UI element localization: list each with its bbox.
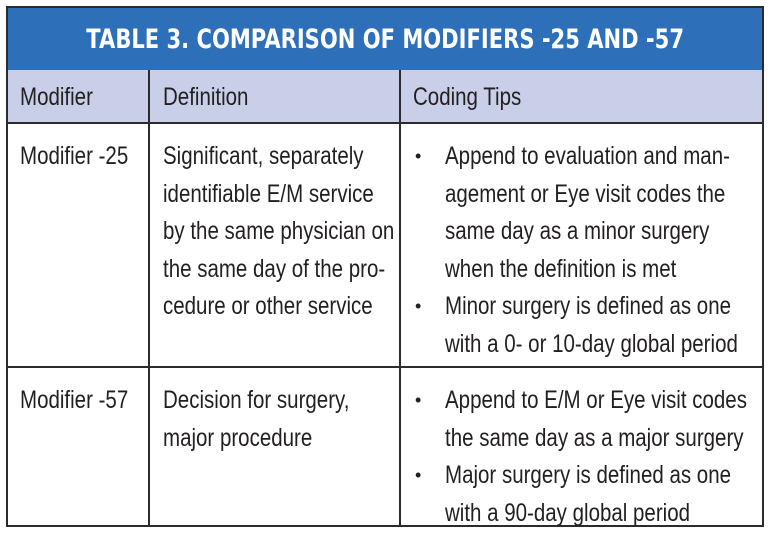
cell-modifier: [8, 368, 150, 527]
cell-definition: [150, 124, 401, 366]
tip-text: [445, 288, 738, 363]
header-modifier: Modifier: [20, 83, 93, 111]
tip-item: [413, 138, 762, 288]
bullet-icon: •: [415, 390, 422, 410]
modifier-name: Modifier -57: [20, 386, 129, 414]
tip-text: [445, 138, 730, 288]
definition-line: major procedure: [163, 423, 313, 452]
tip-line: Major surgery is defined as one: [445, 461, 732, 489]
tip-line: with a 0- or 10-day global period: [445, 329, 738, 358]
definition-line: the same day of the pro-: [163, 254, 386, 283]
tip-item: [413, 457, 762, 532]
header-coding-tips: Coding Tips: [413, 83, 522, 111]
table-grid: [8, 70, 762, 525]
definition-line: identifiable E/M service: [163, 179, 374, 208]
bullet-icon: •: [415, 296, 422, 316]
header-cell-definition: [150, 70, 401, 122]
cell-modifier: [8, 124, 150, 366]
table-header-row: [8, 70, 762, 124]
tip-item: [413, 382, 762, 457]
table-title-bar: [8, 8, 762, 72]
tip-line: the same day as a major surgery: [445, 423, 744, 452]
tip-line: with a 90-day global period: [445, 498, 691, 527]
tip-text: [445, 457, 732, 532]
tip-line: Append to evaluation and man-: [445, 142, 730, 170]
definition-line: by the same physician on: [163, 217, 395, 245]
tip-item: [413, 288, 762, 363]
bullet-icon: •: [415, 465, 422, 485]
modifier-name: Modifier -25: [20, 142, 129, 170]
tip-line: Append to E/M or Eye visit codes: [445, 386, 747, 414]
table-title: TABLE 3. COMPARISON OF MODIFIERS -25 AND -57: [86, 23, 684, 55]
tip-line: agement or Eye visit codes the: [445, 179, 726, 208]
header-definition: Definition: [163, 83, 249, 111]
tip-line: same day as a minor surgery: [445, 217, 710, 245]
cell-coding-tips: [401, 368, 762, 527]
tip-line: Minor surgery is defined as one: [445, 292, 732, 320]
tips-list: [413, 124, 762, 363]
tip-line: when the definition is met: [445, 254, 677, 283]
definition-line: cedure or other service: [163, 292, 373, 320]
cell-definition: [150, 368, 401, 527]
definition-line: Decision for surgery,: [163, 386, 350, 414]
tips-list: [413, 368, 762, 532]
table-row: [8, 124, 762, 368]
cell-coding-tips: [401, 124, 762, 366]
definition-text: [163, 124, 395, 326]
comparison-table: [6, 6, 764, 527]
header-cell-modifier: [8, 70, 150, 122]
definition-line: Significant, separately: [163, 142, 364, 170]
bullet-icon: •: [415, 146, 422, 166]
definition-text: [163, 368, 357, 457]
tip-text: [445, 382, 747, 457]
table-row: [8, 368, 762, 527]
header-cell-coding-tips: [401, 70, 762, 122]
